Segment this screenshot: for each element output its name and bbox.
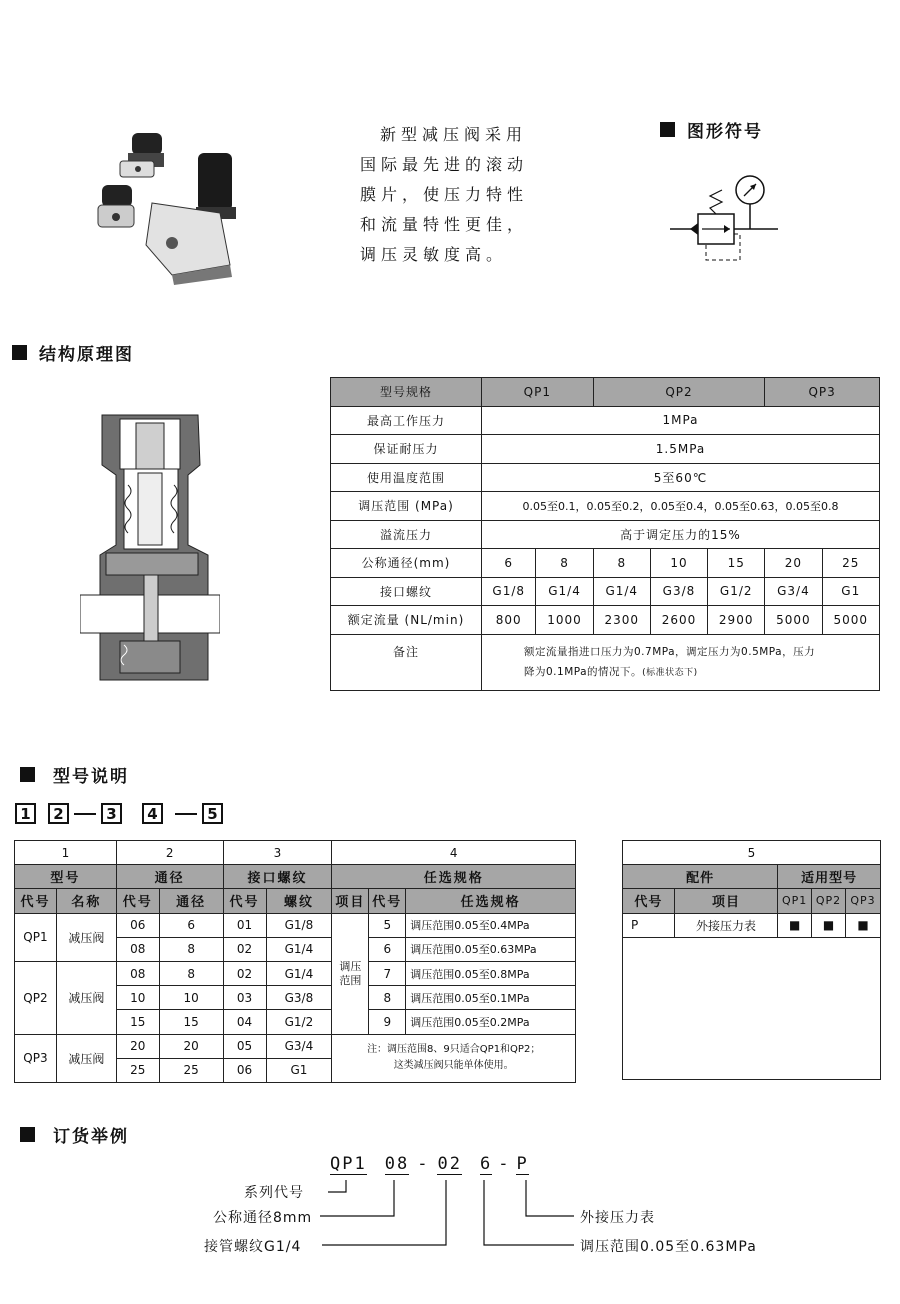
bore-cell: 20 [765,549,822,578]
accessory-item: 外接压力表 [674,913,777,937]
thread-code: 02 [223,937,266,961]
option-code: 9 [369,1010,406,1034]
thread-value: G3/4 [266,1034,332,1058]
bore-code: 10 [116,986,159,1010]
model-col: 任选规格 [406,889,576,913]
code-box: 5 [202,803,223,824]
spec-header-qp3: QP3 [765,378,880,407]
bore-cell: 25 [822,549,879,578]
option-code: 6 [369,937,406,961]
thread-cell: G1/8 [482,577,536,606]
intro-text: 新型减压阀采用国际最先进的滚动膜片，使压力特性和流量特性更佳，调压灵敏度高。 [360,125,529,264]
thread-code: 01 [223,913,266,937]
flow-cell: 2300 [593,606,650,635]
connector-range [484,1180,574,1245]
bore-size: 15 [159,1010,223,1034]
bore-size: 6 [159,913,223,937]
model-col: 代号 [15,889,57,913]
model-group: 型号 [15,865,117,889]
accessory-num: 5 [623,841,881,865]
thread-cell: G1/4 [536,577,593,606]
model-col: 螺纹 [266,889,332,913]
model-group: 任选规格 [332,865,576,889]
bore-size: 20 [159,1034,223,1058]
remark-line-1: 额定流量指进口压力为0.7MPa，调定压力为0.5MPa，压力 [524,645,816,658]
order-part: 02 [437,1154,462,1174]
model-heading-label: 型号说明 [53,767,129,787]
flow-cell: 5000 [822,606,879,635]
order-label-thread: 接管螺纹G1/4 [204,1239,302,1255]
symbol-heading-label: 图形符号 [687,122,763,142]
spec-row-value: 1.5MPa [482,435,880,464]
spec-row-value: 5至60℃ [482,463,880,492]
bore-size: 10 [159,986,223,1010]
bore-code: 06 [116,913,159,937]
thread-code: 05 [223,1034,266,1058]
order-part: - [417,1154,430,1174]
thread-value: G1/4 [266,961,332,985]
bore-code: 20 [116,1034,159,1058]
code-box: 4 [142,803,163,824]
structure-heading-label: 结构原理图 [39,345,134,365]
order-heading-label: 订货举例 [53,1127,129,1147]
accessory-group-models: 适用型号 [778,865,881,889]
accessory-group: 配件 [623,865,778,889]
model-num: 2 [116,841,223,865]
model-col: 通径 [159,889,223,913]
model-group: 接口螺纹 [223,865,332,889]
type-name: 减压阀 [56,1034,116,1082]
option-spec: 调压范围0.05至0.2MPa [406,1010,576,1034]
model-num: 3 [223,841,332,865]
model-num: 1 [15,841,117,865]
order-part: 08 [384,1154,410,1174]
type-code: QP2 [15,961,57,1034]
thread-cell: G1/4 [593,577,650,606]
option-spec: 调压范围0.05至0.1MPa [406,986,576,1010]
spec-row-label: 溢流压力 [331,520,482,549]
option-item: 调压范围 [332,913,369,1034]
bore-cell: 8 [536,549,593,578]
spec-row-label: 使用温度范围 [331,463,482,492]
option-spec: 调压范围0.05至0.63MPa [406,937,576,961]
order-part: P [516,1154,529,1174]
option-spec: 调压范围0.05至0.8MPa [406,961,576,985]
thread-value: G1/4 [266,937,332,961]
accessory-qp2: ■ [812,913,846,937]
order-label-range: 调压范围0.05至0.63MPa [580,1239,757,1255]
thread-code: 02 [223,961,266,985]
order-part: - [498,1154,511,1174]
thread-cell: G1/2 [708,577,765,606]
flow-cell: 800 [482,606,536,635]
option-code: 5 [369,913,406,937]
option-code: 7 [369,961,406,985]
order-part: QP1 [330,1154,367,1174]
remark-line-2-text: 降为0.1MPa的情况下。 [524,665,643,678]
thread-value: G1/8 [266,913,332,937]
code-box: 1 [15,803,36,824]
spec-header-label: 型号规格 [331,378,482,407]
spec-row-label: 保证耐压力 [331,435,482,464]
accessory-qp3: ■ [846,913,881,937]
spec-row-value: 0.05至0.1，0.05至0.2，0.05至0.4，0.05至0.63，0.05至0.8 [482,492,880,521]
model-col: 项目 [332,889,369,913]
model-num: 4 [332,841,576,865]
accessory-col: QP3 [846,889,881,913]
bore-code: 15 [116,1010,159,1034]
thread-value: G1 [266,1058,332,1082]
spec-row-label: 备注 [331,634,482,690]
flow-cell: 1000 [536,606,593,635]
spec-header-qp1: QP1 [482,378,594,407]
spec-row-label: 额定流量 (NL/min) [331,606,482,635]
thread-value: G3/8 [266,986,332,1010]
connector-gauge [526,1180,574,1216]
bore-code: 25 [116,1058,159,1082]
spec-row-label: 公称通径(mm) [331,549,482,578]
option-code: 8 [369,986,406,1010]
option-spec: 调压范围0.05至0.4MPa [406,913,576,937]
order-label-gauge: 外接压力表 [580,1210,655,1226]
thread-cell: G1 [822,577,879,606]
bore-cell: 6 [482,549,536,578]
accessory-col: QP1 [778,889,812,913]
bore-cell: 15 [708,549,765,578]
accessory-qp1: ■ [778,913,812,937]
connector-thread [322,1180,446,1245]
spec-row-label: 接口螺纹 [331,577,482,606]
spec-row-label: 调压范围 (MPa) [331,492,482,521]
thread-code: 06 [223,1058,266,1082]
model-col: 代号 [369,889,406,913]
model-col: 名称 [56,889,116,913]
type-code: QP3 [15,1034,57,1082]
thread-value: G1/2 [266,1010,332,1034]
accessory-col: 代号 [623,889,675,913]
flow-cell: 2900 [708,606,765,635]
spec-row-value: 1MPa [482,406,880,435]
flow-cell: 5000 [765,606,822,635]
spec-row-value: 高于调定压力的15% [482,520,880,549]
order-label-bore: 公称通径8mm [213,1210,313,1226]
model-col: 代号 [223,889,266,913]
code-box: 3 [101,803,122,824]
accessory-code: P [623,913,675,937]
bore-size: 8 [159,961,223,985]
type-name: 减压阀 [56,961,116,1034]
flow-cell: 2600 [650,606,707,635]
thread-cell: G3/4 [765,577,822,606]
model-col: 代号 [116,889,159,913]
order-part: 6 [479,1154,493,1174]
bore-cell: 10 [650,549,707,578]
thread-cell: G3/8 [650,577,707,606]
accessory-col: QP2 [812,889,846,913]
type-name: 减压阀 [56,913,116,961]
thread-code: 04 [223,1010,266,1034]
type-code: QP1 [15,913,57,961]
model-note-line-2: 这类减压阀只能单体使用。 [393,1060,514,1072]
connector-series [328,1180,346,1192]
model-group: 通径 [116,865,223,889]
bore-size: 8 [159,937,223,961]
connector-bore [320,1180,394,1216]
remark-line-2-small: (标准状态下) [642,667,698,678]
spec-header-qp2: QP2 [593,378,765,407]
spec-row-label: 最高工作压力 [331,406,482,435]
model-note-line-1: 注：调压范围8、9只适合QP1和QP2； [367,1044,541,1056]
accessory-col: 项目 [674,889,777,913]
order-label-series: 系列代号 [244,1185,304,1201]
bore-cell: 8 [593,549,650,578]
thread-code: 03 [223,986,266,1010]
code-box: 2 [48,803,69,824]
bore-code: 08 [116,961,159,985]
bore-code: 08 [116,937,159,961]
bore-size: 25 [159,1058,223,1082]
